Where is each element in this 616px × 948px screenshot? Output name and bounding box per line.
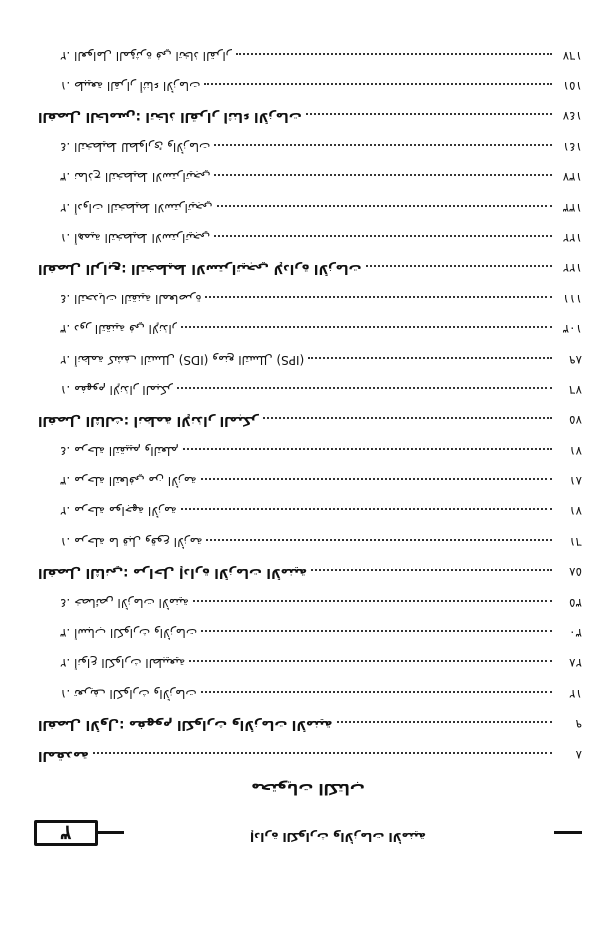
toc-section-entry [38,685,582,715]
dot-leader [193,600,552,602]
toc-entry-title: ٣. نماذج التخطيط الاستراتيجي [60,170,211,185]
dot-leader [214,144,552,146]
toc-entry-page: ١٠٣ [562,322,582,337]
table-of-contents [38,47,582,776]
toc-section-entry [38,320,582,350]
toc-entry-page: ١٥١ [562,79,582,94]
dot-leader [181,508,552,510]
toc-section-entry [38,502,582,532]
dot-leader [206,539,552,541]
dot-leader [311,569,552,571]
toc-entry-page: ٧١ [569,504,582,519]
dot-leader [201,630,552,632]
toc-section-entry [38,594,582,624]
toc-entry-title: الفصل الرابع: التخطيط الاستراتيجي لإدارة الأزمات [38,261,362,277]
toc-section-entry [38,442,582,472]
toc-section-entry [38,47,582,77]
toc-entry-page: ٣٠ [569,626,582,641]
toc-entry-page: ١١١ [562,291,582,306]
toc-chapter-entry [38,107,582,137]
toc-entry-title: ٤. خصائص الأزمات الأمنية [60,595,189,610]
dot-leader [189,660,552,662]
dot-leader [93,752,552,754]
toc-entry-title: ٢. أنواع الكوارث الطبيعية [60,656,186,671]
dot-leader [308,357,552,359]
dot-leader [183,448,552,450]
toc-entry-title: ١. مفهوم الإنذار المبكر [60,382,174,397]
dot-leader [177,387,552,389]
toc-entry-title: ٣. دور التقنية في الإنذار [60,322,178,337]
toc-entry-page: ٧٦ [569,382,582,397]
toc-entry-title: الفصل الثالث: أنظمة الإنذار المبكر [38,413,259,429]
toc-heading: محتويات الكتاب [251,780,365,798]
toc-entry-page: ١٤١ [562,139,582,154]
toc-entry-title: ٣. مرحلة التعافي من الأزمة [60,474,197,489]
toc-entry-page: ١٢٢ [562,230,582,245]
toc-entry-title: ١. تعريف الكوارث والأزمات [60,686,197,701]
dot-leader [182,326,553,328]
toc-entry-page: ٩ [575,717,582,732]
toc-chapter-entry [38,563,582,593]
toc-entry-page: ٨ [575,747,582,762]
toc-entry-title: ٢. أنظمة كشف التسلل (IDS) ومنع التسلل (IPS) [60,352,305,367]
header-rule-right [98,831,124,834]
toc-section-entry [38,168,582,198]
toc-chapter-entry [38,259,582,289]
dot-leader [204,83,552,85]
toc-section-entry [38,472,582,502]
page-number-box [34,820,98,846]
dot-leader [366,265,552,267]
toc-entry-page: ٧٥ [569,413,582,428]
toc-entry-page: ٨١ [569,474,582,489]
dot-leader [214,235,552,237]
toc-entry-page: ٥٨ [569,565,582,580]
toc-section-entry [38,290,582,320]
toc-entry-page: ٦١ [569,534,582,549]
dot-leader [201,691,552,693]
toc-entry-page: ٨٩ [569,352,582,367]
toc-entry-page: ١٣٣ [562,200,582,215]
toc-entry-title: المقدمة [38,747,89,763]
toc-entry-title: ١. طبيعة القرار أثناء الأزمات [60,79,201,94]
toc-section-entry [38,229,582,259]
toc-chapter-entry [38,746,582,776]
toc-entry-title: ٢. العوامل المؤثرة في اتخاذ القرار [60,48,232,63]
toc-entry-title: ١. أهمية التخطيط الاستراتيجي [60,230,211,245]
dot-leader [337,721,552,723]
toc-section-entry [38,199,582,229]
toc-entry-title: الفصل الأول: مفهوم الكوارث والأزمات الأمنية [38,717,333,733]
toc-entry-page: ١٢٢ [562,261,582,276]
toc-entry-page: ١٢ [569,686,582,701]
toc-section-entry [38,533,582,563]
page-number: ٣ [60,821,72,845]
toc-entry-title: ٤. مرحلة التقييم والتعلم [60,443,179,458]
toc-entry-title: الفصل الخامس: اتخاذ القرار أثناء الأزمات [38,109,302,125]
toc-section-entry [38,381,582,411]
toc-section-entry [38,654,582,684]
toc-entry-title: الفصل الثاني: مراحل إدارة الأزمات الأمنية [38,565,308,581]
dot-leader [201,478,552,480]
toc-entry-page: ٣٥ [569,595,582,610]
toc-entry-title: ١. مرحلة ما قبل وقوع الأزمة [60,534,203,549]
toc-entry-page: ١٣٧ [562,170,582,185]
toc-section-entry [38,624,582,654]
toc-entry-page: ٢٨ [569,656,582,671]
toc-entry-title: ٤. التخطيط للطوارئ والأزمات [60,139,211,154]
running-title: إدارة الكوارث والأزمات الأمنية [249,830,427,844]
page-header [34,816,582,846]
dot-leader [236,53,552,55]
toc-entry-title: ٢. مرحلة مواجهة الأزمة [60,504,177,519]
toc-entry-title: ٣. أسباب الكوارث والأزمات [60,626,198,641]
toc-chapter-entry [38,715,582,745]
dot-leader [263,417,552,419]
toc-entry-page: ١٦٧ [562,48,582,63]
dot-leader [206,296,553,298]
toc-entry-title: ٤. التحديات التقنية المعاصرة [60,291,202,306]
toc-entry-page: ١٤٧ [562,109,582,124]
dot-leader [306,113,552,115]
toc-section-entry [38,77,582,107]
dot-leader [214,174,552,176]
toc-entry-title: ٢. أدوات التخطيط الاستراتيجي [60,200,213,215]
toc-entry-page: ٧١ [569,443,582,458]
toc-chapter-entry [38,411,582,441]
toc-section-entry [38,351,582,381]
toc-section-entry [38,138,582,168]
dot-leader [217,205,552,207]
header-rule-left [554,831,582,834]
